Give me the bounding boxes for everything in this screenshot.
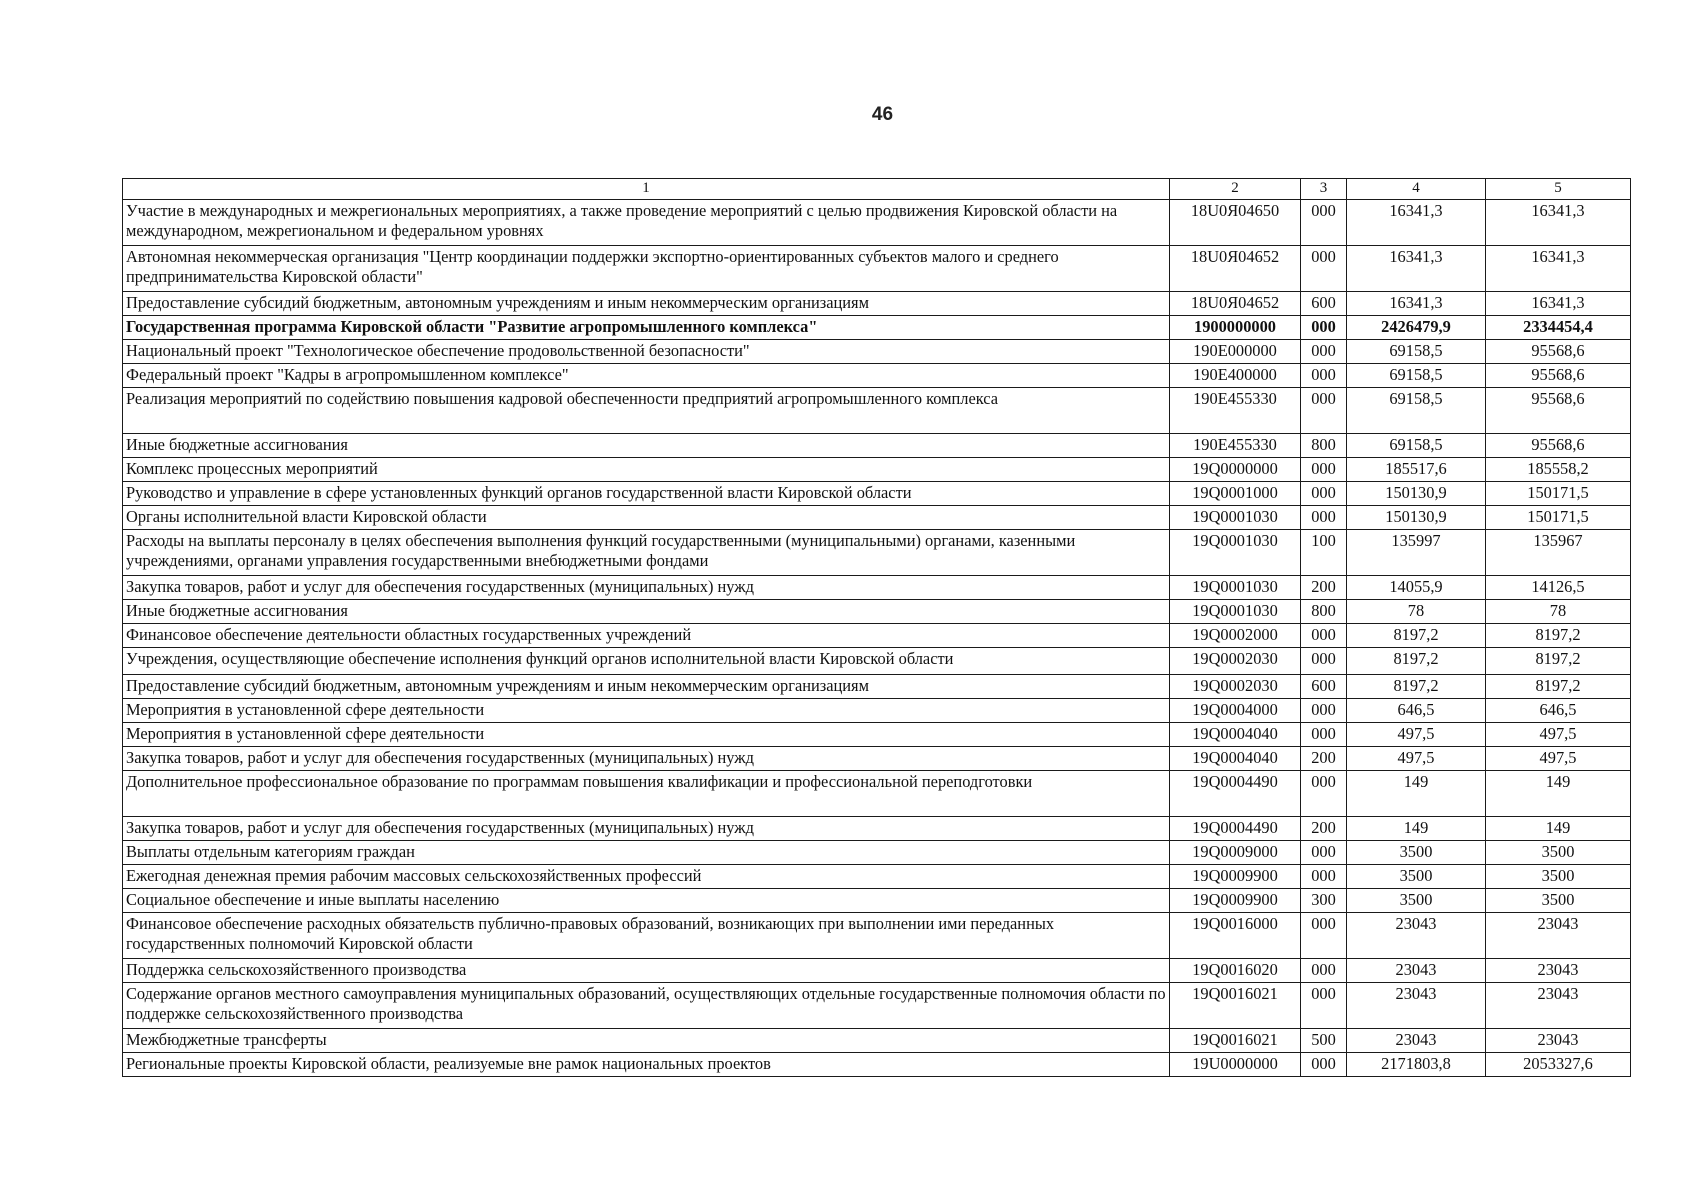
row-amount-col4-cell: 8197,2: [1347, 648, 1486, 675]
row-amount-col5-cell: 23043: [1486, 913, 1631, 959]
row-name-cell: Поддержка сельскохозяйственного производства: [123, 959, 1170, 983]
row-code-cell: 190Е000000: [1170, 340, 1301, 364]
row-amount-col4-cell: 2171803,8: [1347, 1053, 1486, 1077]
row-expense-type-cell: 000: [1301, 200, 1347, 246]
row-code-cell: 19Q0002000: [1170, 624, 1301, 648]
row-amount-col4-cell: 78: [1347, 600, 1486, 624]
table-row: [123, 1029, 1631, 1053]
row-name-cell: Комплекс процессных мероприятий: [123, 458, 1170, 482]
row-code-cell: 19Q0001030: [1170, 576, 1301, 600]
row-amount-col4-cell: 23043: [1347, 913, 1486, 959]
row-code-cell: 19U0000000: [1170, 1053, 1301, 1077]
table-row: [123, 1053, 1631, 1077]
row-amount-col5-cell: 149: [1486, 817, 1631, 841]
row-expense-type-cell: 600: [1301, 292, 1347, 316]
row-amount-col5-cell: 95568,6: [1486, 340, 1631, 364]
row-amount-col5-cell: 8197,2: [1486, 624, 1631, 648]
row-name-cell: Закупка товаров, работ и услуг для обеспечения государственных (муниципальных) нужд: [123, 817, 1170, 841]
table-row: [123, 482, 1631, 506]
row-amount-col4-cell: 16341,3: [1347, 200, 1486, 246]
row-code-cell: 19Q0004490: [1170, 771, 1301, 817]
row-expense-type-cell: 000: [1301, 458, 1347, 482]
row-code-cell: 19Q0004000: [1170, 699, 1301, 723]
page-number: 46: [871, 104, 894, 125]
row-name-cell: Руководство и управление в сфере установленных функций органов государственной власти Кировской области: [123, 482, 1170, 506]
row-amount-col4-cell: 149: [1347, 771, 1486, 817]
row-code-cell: 19Q0001000: [1170, 482, 1301, 506]
row-name-cell: Реализация мероприятий по содействию повышения кадровой обеспеченности предприятий агропромышленного комплекса: [123, 388, 1170, 434]
row-amount-col5-cell: 150171,5: [1486, 482, 1631, 506]
row-name-cell: Выплаты отдельным категориям граждан: [123, 841, 1170, 865]
row-name-cell: Учреждения, осуществляющие обеспечение исполнения функций органов исполнительной власти Кировской области: [123, 648, 1170, 675]
row-name-cell: Мероприятия в установленной сфере деятельности: [123, 723, 1170, 747]
table-row: [123, 200, 1631, 246]
row-expense-type-cell: 000: [1301, 841, 1347, 865]
table-row: [123, 292, 1631, 316]
budget-table: [122, 178, 1631, 1077]
row-expense-type-cell: 800: [1301, 434, 1347, 458]
table-row: [123, 841, 1631, 865]
row-amount-col4-cell: 8197,2: [1347, 675, 1486, 699]
row-amount-col4-cell: 3500: [1347, 889, 1486, 913]
row-amount-col4-cell: 69158,5: [1347, 340, 1486, 364]
row-expense-type-cell: 800: [1301, 600, 1347, 624]
row-amount-col4-cell: 69158,5: [1347, 364, 1486, 388]
row-name-cell: Иные бюджетные ассигнования: [123, 600, 1170, 624]
row-amount-col5-cell: 78: [1486, 600, 1631, 624]
row-amount-col4-cell: 135997: [1347, 530, 1486, 576]
column-header-4: 4: [1347, 179, 1486, 200]
row-code-cell: 18U0Я04652: [1170, 292, 1301, 316]
row-code-cell: 19Q0001030: [1170, 506, 1301, 530]
row-code-cell: 19Q0016000: [1170, 913, 1301, 959]
row-expense-type-cell: 200: [1301, 817, 1347, 841]
table-row: [123, 388, 1631, 434]
table-row: [123, 889, 1631, 913]
table-row: [123, 959, 1631, 983]
row-code-cell: 19Q0016020: [1170, 959, 1301, 983]
row-expense-type-cell: 000: [1301, 388, 1347, 434]
row-expense-type-cell: 200: [1301, 747, 1347, 771]
row-amount-col5-cell: 646,5: [1486, 699, 1631, 723]
row-amount-col4-cell: 150130,9: [1347, 482, 1486, 506]
row-name-cell: Закупка товаров, работ и услуг для обеспечения государственных (муниципальных) нужд: [123, 576, 1170, 600]
row-expense-type-cell: 000: [1301, 723, 1347, 747]
row-name-cell: Закупка товаров, работ и услуг для обеспечения государственных (муниципальных) нужд: [123, 747, 1170, 771]
row-expense-type-cell: 000: [1301, 865, 1347, 889]
row-expense-type-cell: 000: [1301, 316, 1347, 340]
row-name-cell: Мероприятия в установленной сфере деятельности: [123, 699, 1170, 723]
table-row: [123, 675, 1631, 699]
row-name-cell: Федеральный проект "Кадры в агропромышленном комплексе": [123, 364, 1170, 388]
column-header-2: 2: [1170, 179, 1301, 200]
row-expense-type-cell: 300: [1301, 889, 1347, 913]
row-name-cell: Национальный проект "Технологическое обеспечение продовольственной безопасности": [123, 340, 1170, 364]
row-amount-col5-cell: 3500: [1486, 889, 1631, 913]
column-header-3: 3: [1301, 179, 1347, 200]
row-code-cell: 19Q0002030: [1170, 648, 1301, 675]
row-code-cell: 19Q0000000: [1170, 458, 1301, 482]
row-name-cell: Автономная некоммерческая организация "Центр координации поддержки экспортно-ориентированных субъектов малого и среднего предпринимательства Кировской области": [123, 246, 1170, 292]
column-number-header-row: [123, 179, 1631, 200]
row-expense-type-cell: 000: [1301, 648, 1347, 675]
row-amount-col5-cell: 185558,2: [1486, 458, 1631, 482]
row-amount-col4-cell: 149: [1347, 817, 1486, 841]
table-row: [123, 530, 1631, 576]
table-row: [123, 316, 1631, 340]
row-name-cell: Финансовое обеспечение деятельности областных государственных учреждений: [123, 624, 1170, 648]
row-amount-col5-cell: 95568,6: [1486, 364, 1631, 388]
row-amount-col5-cell: 149: [1486, 771, 1631, 817]
row-expense-type-cell: 100: [1301, 530, 1347, 576]
row-expense-type-cell: 000: [1301, 699, 1347, 723]
row-name-cell: Межбюджетные трансферты: [123, 1029, 1170, 1053]
row-code-cell: 18U0Я04652: [1170, 246, 1301, 292]
row-amount-col4-cell: 497,5: [1347, 747, 1486, 771]
row-code-cell: 190Е400000: [1170, 364, 1301, 388]
row-amount-col5-cell: 23043: [1486, 983, 1631, 1029]
row-name-cell: Финансовое обеспечение расходных обязательств публично-правовых образований, возникающих при выполнении ими переданных государственных полномочий Кировской области: [123, 913, 1170, 959]
table-body: [123, 200, 1631, 1077]
row-amount-col5-cell: 135967: [1486, 530, 1631, 576]
table-row: [123, 434, 1631, 458]
row-amount-col5-cell: 95568,6: [1486, 434, 1631, 458]
row-expense-type-cell: 000: [1301, 624, 1347, 648]
row-amount-col4-cell: 69158,5: [1347, 388, 1486, 434]
row-amount-col5-cell: 16341,3: [1486, 200, 1631, 246]
table-row: [123, 983, 1631, 1029]
row-amount-col4-cell: 2426479,9: [1347, 316, 1486, 340]
row-expense-type-cell: 000: [1301, 246, 1347, 292]
row-expense-type-cell: 500: [1301, 1029, 1347, 1053]
row-amount-col5-cell: 8197,2: [1486, 675, 1631, 699]
row-amount-col5-cell: 16341,3: [1486, 246, 1631, 292]
row-expense-type-cell: 000: [1301, 364, 1347, 388]
row-code-cell: 19Q0004490: [1170, 817, 1301, 841]
row-code-cell: 19Q0001030: [1170, 530, 1301, 576]
table-row: [123, 506, 1631, 530]
row-code-cell: 190Е455330: [1170, 388, 1301, 434]
table-row: [123, 458, 1631, 482]
row-amount-col4-cell: 16341,3: [1347, 246, 1486, 292]
table-row: [123, 624, 1631, 648]
row-amount-col4-cell: 23043: [1347, 1029, 1486, 1053]
row-amount-col4-cell: 8197,2: [1347, 624, 1486, 648]
row-code-cell: 19Q0009900: [1170, 889, 1301, 913]
row-code-cell: 19Q0004040: [1170, 723, 1301, 747]
row-name-cell: Предоставление субсидий бюджетным, автономным учреждениям и иным некоммерческим организациям: [123, 675, 1170, 699]
row-name-cell: Содержание органов местного самоуправления муниципальных образований, осуществляющих отдельные государственные полномочия области по поддержке сельскохозяйственного производства: [123, 983, 1170, 1029]
row-amount-col5-cell: 14126,5: [1486, 576, 1631, 600]
row-amount-col5-cell: 23043: [1486, 959, 1631, 983]
table-row: [123, 340, 1631, 364]
row-amount-col4-cell: 23043: [1347, 983, 1486, 1029]
row-code-cell: 19Q0009000: [1170, 841, 1301, 865]
row-amount-col5-cell: 497,5: [1486, 747, 1631, 771]
row-expense-type-cell: 600: [1301, 675, 1347, 699]
row-amount-col5-cell: 95568,6: [1486, 388, 1631, 434]
row-expense-type-cell: 000: [1301, 913, 1347, 959]
table-row: [123, 817, 1631, 841]
row-name-cell: Государственная программа Кировской области "Развитие агропромышленного комплекса": [123, 316, 1170, 340]
row-expense-type-cell: 200: [1301, 576, 1347, 600]
row-expense-type-cell: 000: [1301, 482, 1347, 506]
row-amount-col5-cell: 3500: [1486, 841, 1631, 865]
row-code-cell: 18U0Я04650: [1170, 200, 1301, 246]
row-name-cell: Органы исполнительной власти Кировской области: [123, 506, 1170, 530]
row-name-cell: Участие в международных и межрегиональных мероприятиях, а также проведение мероприятий с целью продвижения Кировской области на международном, межрегиональном и федеральном уровнях: [123, 200, 1170, 246]
row-amount-col4-cell: 646,5: [1347, 699, 1486, 723]
row-amount-col4-cell: 185517,6: [1347, 458, 1486, 482]
row-name-cell: Предоставление субсидий бюджетным, автономным учреждениям и иным некоммерческим организациям: [123, 292, 1170, 316]
row-amount-col5-cell: 2053327,6: [1486, 1053, 1631, 1077]
row-amount-col4-cell: 23043: [1347, 959, 1486, 983]
table-row: [123, 723, 1631, 747]
row-amount-col4-cell: 150130,9: [1347, 506, 1486, 530]
row-amount-col5-cell: 2334454,4: [1486, 316, 1631, 340]
row-code-cell: 19Q0009900: [1170, 865, 1301, 889]
row-amount-col4-cell: 69158,5: [1347, 434, 1486, 458]
table-row: [123, 600, 1631, 624]
row-code-cell: 19Q0001030: [1170, 600, 1301, 624]
row-amount-col5-cell: 23043: [1486, 1029, 1631, 1053]
row-expense-type-cell: 000: [1301, 983, 1347, 1029]
row-amount-col5-cell: 150171,5: [1486, 506, 1631, 530]
table-row: [123, 771, 1631, 817]
row-code-cell: 19Q0004040: [1170, 747, 1301, 771]
row-code-cell: 19Q0016021: [1170, 1029, 1301, 1053]
row-name-cell: Расходы на выплаты персоналу в целях обеспечения выполнения функций государственными (муниципальными) органами, казенными учреждениями, органами управления государственными внебюджетными фондами: [123, 530, 1170, 576]
row-expense-type-cell: 000: [1301, 506, 1347, 530]
row-expense-type-cell: 000: [1301, 1053, 1347, 1077]
row-expense-type-cell: 000: [1301, 340, 1347, 364]
table-row: [123, 913, 1631, 959]
row-name-cell: Ежегодная денежная премия рабочим массовых сельскохозяйственных профессий: [123, 865, 1170, 889]
row-amount-col5-cell: 16341,3: [1486, 292, 1631, 316]
row-expense-type-cell: 000: [1301, 771, 1347, 817]
row-amount-col4-cell: 3500: [1347, 841, 1486, 865]
row-amount-col4-cell: 3500: [1347, 865, 1486, 889]
row-code-cell: 19Q0016021: [1170, 983, 1301, 1029]
table-row: [123, 576, 1631, 600]
table-row: [123, 648, 1631, 675]
table-row: [123, 699, 1631, 723]
row-name-cell: Иные бюджетные ассигнования: [123, 434, 1170, 458]
row-code-cell: 1900000000: [1170, 316, 1301, 340]
table-row: [123, 747, 1631, 771]
table-row: [123, 364, 1631, 388]
row-expense-type-cell: 000: [1301, 959, 1347, 983]
row-amount-col5-cell: 497,5: [1486, 723, 1631, 747]
table-row: [123, 865, 1631, 889]
row-name-cell: Дополнительное профессиональное образование по программам повышения квалификации и профессиональной переподготовки: [123, 771, 1170, 817]
row-amount-col4-cell: 16341,3: [1347, 292, 1486, 316]
row-amount-col4-cell: 14055,9: [1347, 576, 1486, 600]
row-name-cell: Социальное обеспечение и иные выплаты населению: [123, 889, 1170, 913]
row-amount-col5-cell: 3500: [1486, 865, 1631, 889]
column-header-5: 5: [1486, 179, 1631, 200]
row-name-cell: Региональные проекты Кировской области, реализуемые вне рамок национальных проектов: [123, 1053, 1170, 1077]
column-header-1: 1: [123, 179, 1170, 200]
table-row: [123, 246, 1631, 292]
row-amount-col4-cell: 497,5: [1347, 723, 1486, 747]
row-code-cell: 190Е455330: [1170, 434, 1301, 458]
row-code-cell: 19Q0002030: [1170, 675, 1301, 699]
row-amount-col5-cell: 8197,2: [1486, 648, 1631, 675]
